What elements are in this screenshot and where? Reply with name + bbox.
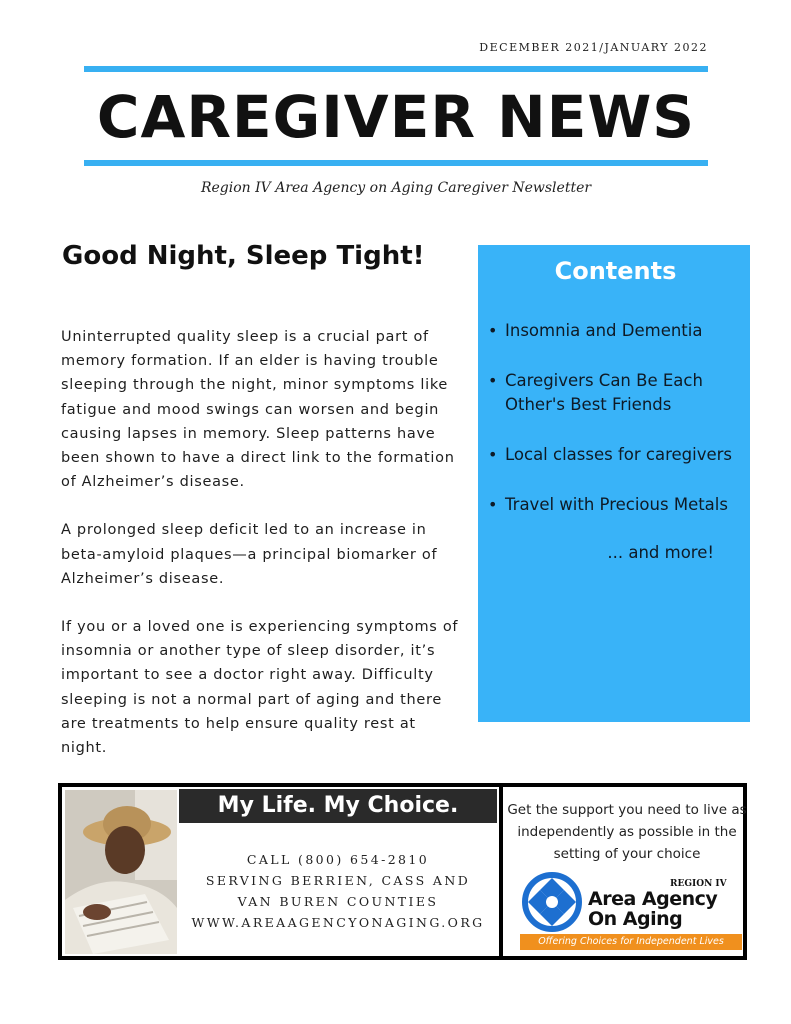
agency-logo [520, 872, 745, 947]
phone-number[interactable]: CALL (800) 654-2810 [246, 852, 430, 867]
logo-region: REGION IV [670, 879, 727, 889]
bullet-icon: • [488, 371, 498, 390]
contact-info [179, 849, 497, 933]
contents-item-label: Insomnia and Dementia [505, 321, 703, 340]
contents-item[interactable] [487, 493, 744, 517]
contents-item[interactable] [487, 319, 744, 343]
contents-box [478, 245, 750, 722]
article-body [61, 325, 461, 784]
bullet-icon: • [488, 321, 498, 340]
article-paragraph: Uninterrupted quality sleep is a crucial part of memory formation. If an elder is having trouble sleeping through the night, minor symptoms like fatigue and mood swings can worsen and begin causing lapses in memory. Sleep patterns have been shown to have a direct link to the formation of Alzheimer’s disease. [61, 329, 455, 491]
contents-item[interactable] [487, 443, 744, 467]
website-link[interactable]: WWW.AREAAGENCYONAGING.ORG [191, 915, 485, 930]
agency-banner [58, 783, 747, 960]
contents-item-label: Local classes for caregivers [505, 445, 733, 464]
logo-name-line1: Area Agency [588, 888, 718, 910]
service-area-line: SERVING BERRIEN, CASS AND [205, 873, 471, 888]
bullet-icon: • [488, 445, 498, 464]
banner-divider [499, 787, 503, 956]
contents-item-label: Caregivers Can Be Each Other's Best Friends [505, 371, 703, 414]
slogan-bar: My Life. My Choice. [179, 789, 497, 823]
contents-item-label: Travel with Precious Metals [505, 495, 728, 514]
contents-title: Contents [554, 257, 677, 285]
logo-tagline: Offering Choices for Independent Lives [520, 934, 742, 950]
contents-more: ... and more! [607, 543, 714, 562]
issue-date: DECEMBER 2021/JANUARY 2022 [479, 41, 708, 54]
agency-emblem-icon [522, 872, 582, 932]
article-headline: Good Night, Sleep Tight! [62, 241, 425, 271]
contents-item[interactable] [487, 369, 744, 417]
newsletter-subtitle: Region IV Area Agency on Aging Caregiver Newsletter [200, 180, 592, 196]
article-paragraph: If you or a loved one is experiencing symptoms of insomnia or another type of sleep disorder, it’s important to see a doctor right away. Difficulty sleeping is not a normal part of aging and there are treatments to help ensure quality rest at night. [61, 619, 459, 757]
masthead-bottom-rule [84, 160, 708, 166]
masthead-top-rule [84, 66, 708, 72]
support-text: Get the support you need to live as independently as possible in the setting of your choice [507, 802, 747, 862]
article-paragraph: A prolonged sleep deficit led to an increase in beta-amyloid plaques—a principal biomarker of Alzheimer’s disease. [61, 522, 438, 587]
caregiver-photo [65, 790, 177, 954]
logo-name-line2: On Aging [588, 908, 683, 930]
bullet-icon: • [488, 495, 498, 514]
service-area-line: VAN BUREN COUNTIES [237, 894, 439, 909]
masthead-title: CAREGIVER NEWS [96, 83, 696, 151]
contents-list [487, 319, 744, 517]
